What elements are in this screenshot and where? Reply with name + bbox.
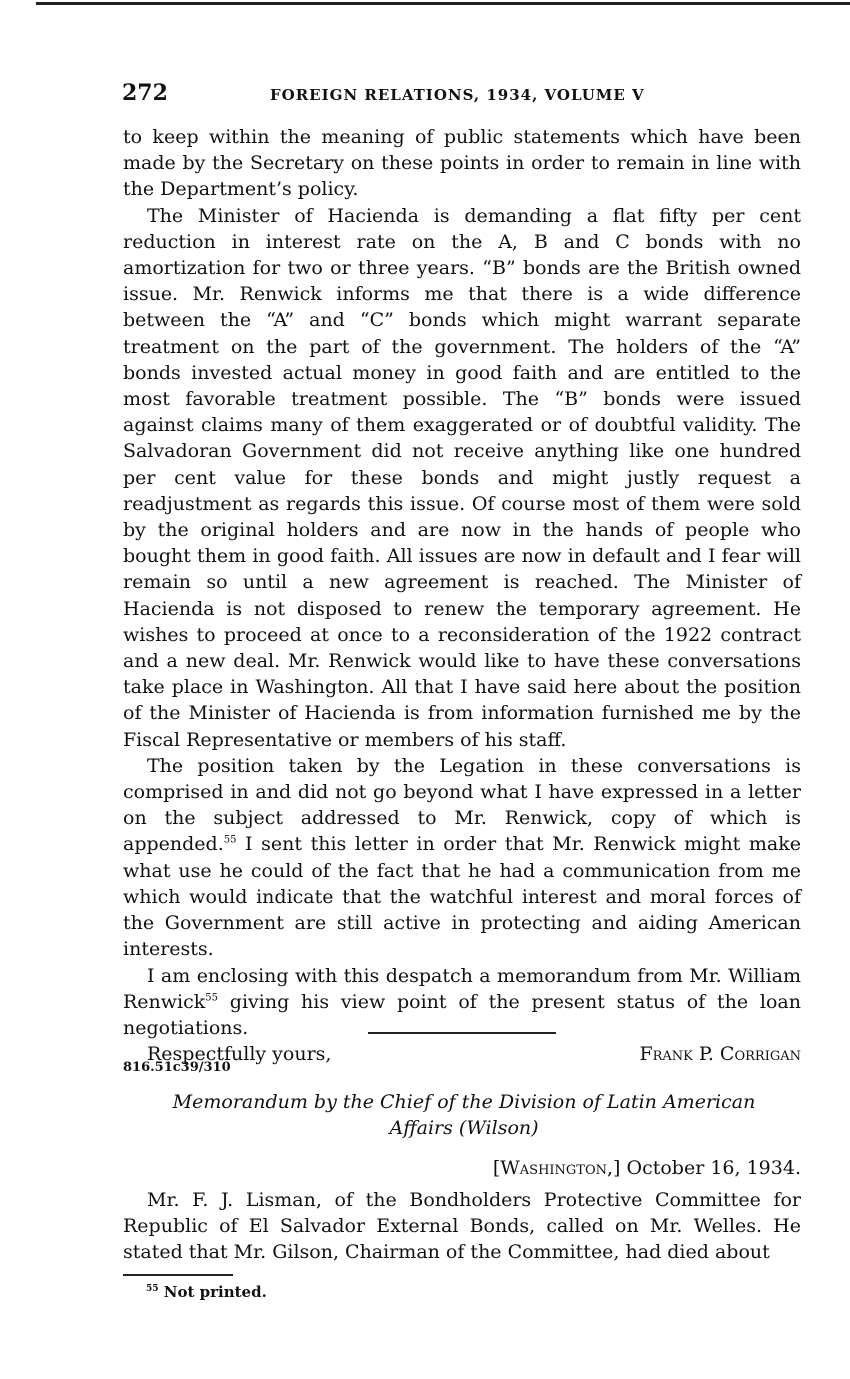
file-number: 816.51c39/310 <box>123 1060 231 1075</box>
letter-paragraph <box>123 753 801 963</box>
letter-paragraph: to keep within the meaning of public statements which have been made by the Secretary on these points in order to remain in line with the Department’s policy. <box>123 126 801 201</box>
section-divider <box>368 1032 556 1034</box>
signature: Frank P. Corrigan <box>639 1043 801 1066</box>
memo-title-line: Memorandum by the Chief of the Division of Latin American <box>172 1091 756 1113</box>
footnote <box>146 1283 267 1301</box>
footnote-rule <box>123 1274 233 1276</box>
memo-place: [Washington,] <box>492 1157 621 1179</box>
memo-date: October 16, 1934. <box>626 1157 801 1179</box>
letter-paragraph <box>123 963 801 1042</box>
letter-paragraph: The Minister of Hacienda is demanding a flat fifty per cent reduction in interest rate on the A, B and C bonds with no amortization for two or three years. “B” bonds are the British owned issue. Mr. Renwick informs me that there is a wide difference between the “A” and “C” bonds which might warrant separate treatment on the part of the government. The holders of the “A” bonds invested actual money in good faith and are entitled to the most favorable treatment possible. The “B” bonds were issued against claims many of them exaggerated or of doubtful validity. The Salvadoran Government did not receive anything like one hundred per cent value for these bonds and might justly request a readjustment as regards this issue. Of course most of them were sold by the original holders and are now in the hands of people who bought them in good faith. All issues are now in default and I fear will remain so until a new agreement is reached. The Minister of Hacienda is not disposed to renew the temporary agreement. He wishes to proceed at once to a reconsideration of the 1922 contract and a new deal. Mr. Renwick would like to have these conversations take place in Washington. All that I have said here about the position of the Minister of Hacienda is from information furnished me by the Fiscal Representative or members of his staff. <box>123 204 801 751</box>
top-border-rule <box>36 2 850 5</box>
footnote-text: Not printed. <box>163 1283 267 1301</box>
memo-title <box>150 1089 778 1141</box>
paragraph-text: I sent this letter in order that Mr. Renwick might make what use he could of the fact that he had a communication from me which would indicate that the watchful interest and moral forces of the Government are still active in protecting and aiding American interests. <box>123 833 801 961</box>
memo-title-line: Affairs (Wilson) <box>389 1117 539 1139</box>
memo-dateline <box>493 1157 801 1179</box>
page-header <box>122 80 802 110</box>
running-head: FOREIGN RELATIONS, 1934, VOLUME V <box>270 86 645 104</box>
paragraph-text: giving his view point of the present status of the loan negotiations. <box>123 990 801 1039</box>
closing-phrase: Respectfully yours, <box>147 1043 332 1066</box>
page-number: 272 <box>122 80 168 106</box>
footnote-ref: 55 <box>205 992 219 1004</box>
footnote-ref: 55 <box>223 835 237 847</box>
memo-paragraph: Mr. F. J. Lisman, of the Bondholders Protective Committee for Republic of El Salvador External Bonds, called on Mr. Welles. He stated that Mr. Gilson, Chairman of the Committee, had died about <box>123 1189 801 1264</box>
footnote-number: 55 <box>146 1284 159 1294</box>
paragraph-text: I am enclosing with this despatch a memorandum from Mr. William Renwick <box>123 964 801 1013</box>
letter-body <box>123 124 801 1067</box>
paragraph-text: The position taken by the Legation in these conversations is comprised in and did not go beyond what I have expressed in a letter on the subject addressed to Mr. Renwick, copy of which is appended. <box>123 754 801 856</box>
memo-body <box>123 1187 801 1266</box>
